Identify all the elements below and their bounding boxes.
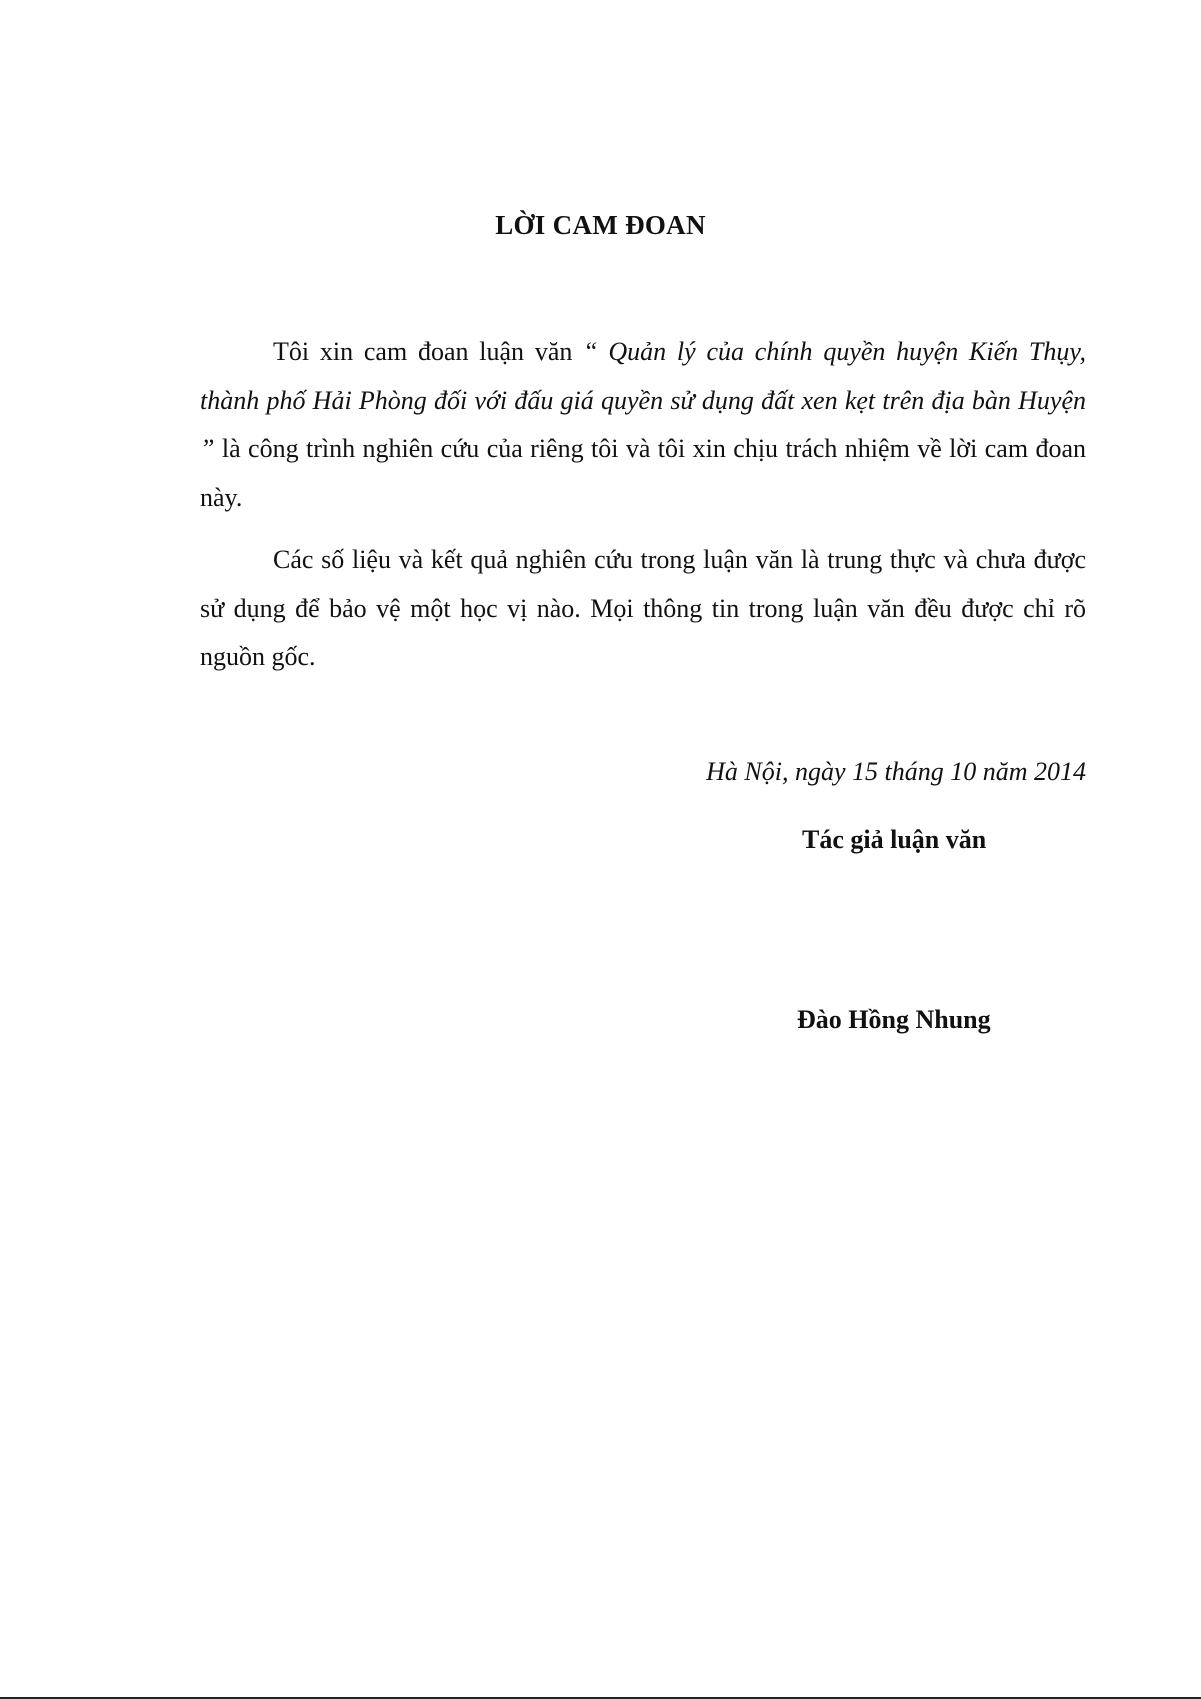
signature-role: Tác giả luận văn: [802, 825, 987, 854]
paragraph-1-tail: là công trình nghiên cứu của riêng tôi và tôi xin chịu trách nhiệm về lời cam đoan này.: [200, 434, 1086, 512]
declaration-paragraph-2: [200, 536, 1086, 682]
place-and-date: Hà Nội, ngày 15 tháng 10 năm 2014: [706, 757, 1086, 786]
paragraph-2-text: Các số liệu và kết quả nghiên cứu trong luận văn là trung thực và chưa được sử dụng để bảo vệ một học vị nào. Mọi thông tin trong luận văn đều được chỉ rõ nguồn gốc.: [200, 545, 1086, 671]
thesis-title: “ Quản lý của chính quyền huyện Kiến Thụy, thành phố Hải Phòng đối với đấu giá quyền sử dụng đất xen kẹt trên địa bàn Huyện ”: [200, 337, 1086, 463]
paragraph-1-lead: Tôi xin cam đoan luận văn: [273, 337, 584, 366]
author-name: Đào Hồng Nhung: [797, 1005, 991, 1034]
page-title: LỜI CAM ĐOAN: [495, 210, 706, 240]
declaration-paragraph-1: [200, 328, 1086, 522]
